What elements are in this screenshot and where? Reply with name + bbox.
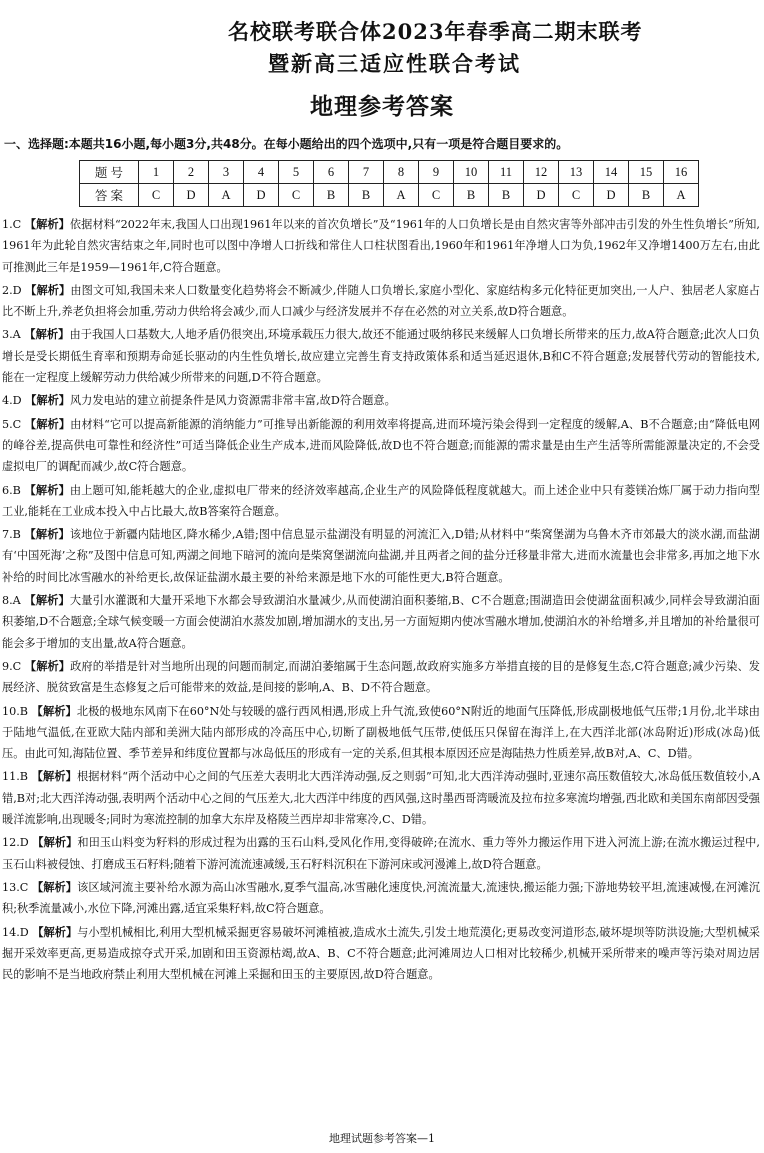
question-number-cell: 15 [629,161,664,184]
item-number: 9.C [2,659,22,673]
explanation-item [2,324,760,388]
analysis-tag: 【解析】 [25,283,71,297]
page-footer: 地理试题参考答案—1 [329,1132,435,1145]
explanation-item [2,832,760,875]
answer-cell: B [314,184,349,207]
answer-cell: B [349,184,384,207]
item-number: 3.A [2,328,21,342]
item-text: 由于我国人口基数大,人地矛盾仍很突出,环境承载压力很大,故还不能通过吸纳移民来缓解人口负增长所带来的压力,故A符合题意;此次人口负增长是受长期低生育率和预期寿命延长驱动的内生性负增长,故应建立完善生育支持政策体系和适当延迟退休,B和C不符合题意;发展替代劳动的智能技术,能在一定程度上缓解劳动力供给减少所带来的问题,D不符合题意。 [2,328,760,385]
explanation-item [2,280,760,323]
analysis-tag: 【解析】 [32,880,78,894]
question-number-cell: 6 [314,161,349,184]
analysis-tag: 【解析】 [24,594,70,608]
analysis-tag: 【解析】 [24,659,71,673]
item-text: 由材料“它可以提高新能源的消纳能力”可推导出新能源的利用效率将提高,进而环境污染会得到一定程度的缓解,A、B不合题意;由“降低电网的峰谷差,提高供电可靠性和经济性”可适当降低企业生产成本,进而风险降低,故D也不符合题意;而能源的需求量是由生产生活等所需能源量决定的,不会受虚拟电厂的调配而减少,故C符合题意。 [2,417,760,474]
question-number-cell: 10 [454,161,489,184]
explanation-item [2,524,760,588]
answer-cell: A [384,184,419,207]
item-number: 6.B [2,483,21,497]
item-text: 由图文可知,我国未来人口数量变化趋势将会不断减少,伴随人口负增长,家庭小型化、家庭结构多元化特征更加突出,一人户、独居老人家庭占比不断上升,养老负担将会加重,劳动力供给将会减少,而人口减少与经济发展并不存在必然的对立关系,故D符合题意。 [2,283,760,319]
question-number-cell: 12 [524,161,559,184]
answer-cell: C [419,184,454,207]
item-text: 风力发电站的建立前提条件是风力资源需非常丰富,故D符合题意。 [69,394,396,408]
analysis-tag: 【解析】 [31,704,77,718]
answer-cell: B [489,184,524,207]
item-text: 该区域河流主要补给水源为高山冰雪融水,夏季气温高,冰雪融化速度快,河流流量大,流速快,搬运能力强;下游地势较平坦,流速减慢,在河滩沉积;秋季流量减小,水位下降,河滩出露,适宜采集籽料,故C符合题意。 [2,880,760,916]
row-label-number: 题 号 [80,161,139,184]
analysis-tag: 【解析】 [32,925,78,939]
answer-cell: A [664,184,699,207]
explanation-item [2,877,760,920]
item-text: 与小型机械相比,利用大型机械采掘更容易破坏河滩植被,造成水土流失,引发土地荒漠化;更易改变河道形态,破坏堤坝等防洪设施;大型机械采掘开采效率更高,更易造成掠夺式开采,加剧和田玉资源枯竭,故A、B、C不符合题意;此河滩周边人口相对比较稀少,机械开采所带来的噪声等污染对周边居民的影响不是当地政府禁止利用大型机械在河滩上采掘和田玉的主要原因,故D符合题意。 [2,925,760,982]
answer-cell: D [594,184,629,207]
answer-cell: C [279,184,314,207]
analysis-tag: 【解析】 [24,528,70,542]
item-number: 4.D [2,394,22,408]
item-number: 14.D [2,925,29,939]
analysis-tag: 【解析】 [32,836,78,850]
answer-cell: B [454,184,489,207]
answer-cell: B [629,184,664,207]
answer-cell: C [559,184,594,207]
item-text: 根据材料“两个活动中心之间的气压差大表明北大西洋涛动强,反之则弱”可知,北大西洋涛动强时,亚速尔高压数值较大,冰岛低压数值较小,A错,B对;北大西洋涛动强,表明两个活动中心之间的气压差大,北大西洋中纬度的西风强,这时墨西哥湾暖流及拉布拉多寒流均增强,西北欧和美国东南部因受强暖洋流影响,出现暖冬;同时为寒流控制的加拿大东岸及格陵兰西岸却非常寒冷,C、D错。 [2,770,760,827]
question-number-cell: 11 [489,161,524,184]
analysis-tag: 【解析】 [24,483,70,497]
explanation-item [2,590,760,654]
item-text: 依据材料“2022年末,我国人口出现1961年以来的首次负增长”及“1961年的人口负增长是由自然灾害等外部冲击引发的外生性负增长”所知,1961年为此轮自然灾害结束之年,同时也可以图中净增人口折线和常住人口柱状图看出,1960年和1961年净增人口为负,1962年又净增1400万左右,由此可推测此三年是1959—1961年,C符合题意。 [2,218,760,274]
question-number-cell: 9 [419,161,454,184]
item-number: 13.C [2,880,29,894]
item-number: 1.C [2,218,22,231]
row-label-answer: 答 案 [80,184,139,207]
item-text: 该地位于新疆内陆地区,降水稀少,A错;图中信息显示盐湖没有明显的河流汇入,D错;从材料中“柴窝堡湖为乌鲁木齐市郊最大的淡水湖,而盐湖有‘中国死海’之称”及图中信息可知,两湖之间地下暗河的流向是柴窝堡湖流向盐湖,并且两者之间的盐分迁移量非常大,进而水流量也会非常多,再加之地下水补给的时间比冰雪融水的补给更长,故保证盐湖水最主要的补给来源是地下水的可能性更大,B符合题意。 [2,528,760,584]
analysis-tag: 【解析】 [24,328,70,342]
item-text: 由上题可知,能耗越大的企业,虚拟电厂带来的经济效率越高,企业生产的风险降低程度就越大。而上述企业中只有菱镁冶炼厂属于动力指向型工业,能耗在工业成本投入中占比最大,故B答案符合题意。 [2,483,760,518]
question-number-cell: 8 [384,161,419,184]
answer-table [79,160,699,207]
item-number: 8.A [2,594,21,608]
explanation-item [2,656,760,699]
item-text: 和田玉山料变为籽料的形成过程为出露的玉石山料,受风化作用,变得破碎;在流水、重力等外力搬运作用下进入河流上游;在流水搬运过程中,玉石山料被侵蚀、打磨成玉石籽料;随着下游河流流速减缓,玉石籽料沉积在下游河床或河漫滩上,故D符合题意。 [2,836,760,871]
analysis-tag: 【解析】 [24,417,71,431]
explanation-item [2,390,760,411]
answer-key-title: 地理参考答案 [310,94,454,120]
answer-cell: D [174,184,209,207]
explanation-item [2,701,760,765]
section-heading: 一、选择题:本题共16小题,每小题3分,共48分。在每小题给出的四个选项中,只有一项是符合题目要求的。 [4,137,569,151]
item-number: 12.D [2,836,29,850]
question-number-cell: 1 [139,161,174,184]
item-number: 2.D [2,283,22,297]
item-number: 10.B [2,704,29,718]
item-text: 政府的举措是针对当地所出现的问题而制定,而湖泊萎缩属于生态问题,故政府实施多方举措直接的目的是修复生态,C符合题意;减少污染、发展经济、脱贫致富是生态修复之后可能带来的效益,是间接的影响,A、B、D不符合题意。 [2,659,760,695]
item-number: 11.B [2,770,29,784]
item-text: 大量引水灌溉和大量开采地下水都会导致湖泊水量减少,从而使湖泊面积萎缩,B、C不合题意;围湖造田会使湖盆面积减少,同样会导致湖泊面积萎缩,D不合题意;全球气候变暖一方面会使湖泊水蒸发加剧,增加湖水的支出,另一方面短期内使冰雪融水增加,使湖泊水的补给增多,并且增加的补给量很可能会多于增加的支出量,故A符合题意。 [2,594,760,650]
analysis-tag: 【解析】 [25,394,70,408]
answer-cell: A [209,184,244,207]
item-number: 5.C [2,417,22,431]
analysis-tag: 【解析】 [24,218,70,231]
explanation-item [2,214,760,278]
question-number-cell: 7 [349,161,384,184]
explanation-item [2,766,760,830]
explanation-item [2,414,760,478]
analysis-tag: 【解析】 [31,770,77,784]
item-number: 7.B [2,528,21,542]
exam-title-line1: 名校联考联合体2023年春季高二期末联考 [228,19,643,44]
question-number-row [80,161,699,184]
item-text: 北极的极地东风南下在60°N处与较暖的盛行西风相遇,形成上升气流,致使60°N附近的地面气压降低,形成副极地低气压带;1月份,北半球由于陆地气温低,在亚欧大陆内部和美洲大陆内部形成的冷高压中心,切断了副极地低气压带,使低压只保留在海洋上,在大西洋北部(冰岛附近)形成(冰岛)低压。由此可知,海陆位置、季节差异和纬度位置都与冰岛低压的形成有一定的关系,但其根本原因还应是海陆热力性质差异,故B对,A、C、D错。 [2,704,760,761]
explanation-list [2,214,760,987]
question-number-cell: 3 [209,161,244,184]
question-number-cell: 14 [594,161,629,184]
answer-cell: C [139,184,174,207]
explanation-item [2,922,760,986]
exam-title-line2: 暨新高三适应性联合考试 [268,51,521,76]
answer-cell: D [244,184,279,207]
answer-cell: D [524,184,559,207]
question-number-cell: 13 [559,161,594,184]
question-number-cell: 5 [279,161,314,184]
explanation-item [2,480,760,523]
question-number-cell: 16 [664,161,699,184]
question-number-cell: 4 [244,161,279,184]
answer-row [80,184,699,207]
question-number-cell: 2 [174,161,209,184]
